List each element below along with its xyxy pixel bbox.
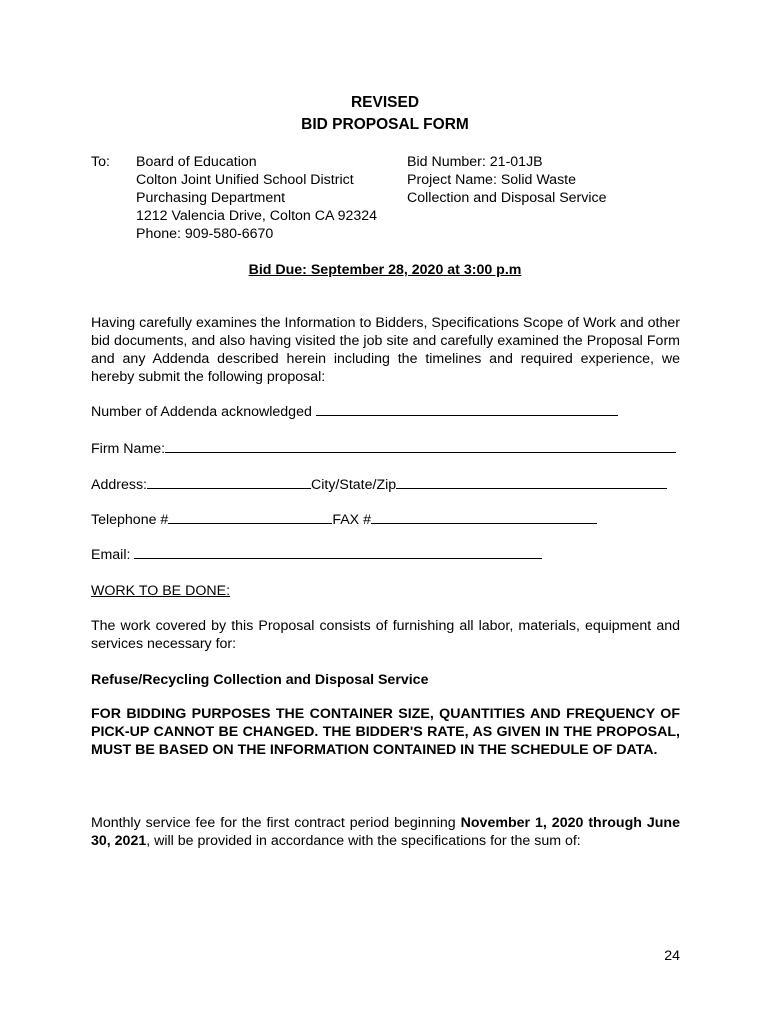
telephone-label: Telephone # [91,512,169,528]
addenda-blank-ext[interactable] [416,403,618,416]
address-label: Address: [91,477,147,493]
addenda-label: Number of Addenda acknowledged [91,404,312,420]
firm-blank[interactable] [165,440,610,453]
email-blank-ext[interactable] [362,546,542,559]
bid-due: Bid Due: September 28, 2020 at 3:00 p.m [248,262,522,278]
fee-paragraph [91,814,680,850]
page-number: 24 [664,948,680,964]
address-field [91,476,691,494]
address-line: Colton Joint Unified School District [136,172,354,188]
email-field [91,546,691,564]
telephone-blank[interactable] [168,511,332,524]
firm-field [91,440,691,458]
fee-text-2: , will be provided in accordance with the specifications for the sum of: [146,833,581,849]
intro-paragraph: Having carefully examines the Information to Bidders, Specifications Scope of Work and other bid documents, and also having visited the job site and carefully examined the Proposal Form and any Addenda described herein including the timelines and required experience, we hereby submit the following proposal: [91,315,680,385]
address-blank[interactable] [147,476,311,489]
firm-label: Firm Name: [91,441,166,457]
fax-label: FAX # [332,512,371,528]
fee-period: November 1, 2020 through June 30, 2021 [91,815,680,849]
address-line: Board of Education [136,154,257,170]
telephone-field [91,511,691,529]
firm-blank-ext[interactable] [610,440,676,453]
page-title: BID PROPOSAL FORM [301,116,469,133]
address-line: 1212 Valencia Drive, Colton CA 92324 [136,208,378,224]
fee-text-1: Monthly service fee for the first contract period beginning [91,815,461,831]
project-name: Project Name: Solid Waste [407,172,576,188]
to-label: To: [91,154,110,170]
addenda-field [91,403,691,421]
fax-blank[interactable] [371,511,597,524]
title-revised: REVISED [350,94,420,111]
project-name-cont: Collection and Disposal Service [407,190,607,206]
bid-info [407,153,607,207]
address-line: Purchasing Department [136,190,286,206]
bid-number: Bid Number: 21-01JB [407,154,543,170]
email-blank[interactable] [134,546,362,559]
service-title: Refuse/Recycling Collection and Disposal Service [91,672,429,688]
email-label: Email: [91,547,131,563]
work-paragraph: The work covered by this Proposal consists of furnishing all labor, materials, equipment and services necessary for: [91,618,680,652]
bidding-notice: FOR BIDDING PURPOSES THE CONTAINER SIZE, QUANTITIES AND FREQUENCY OF PICK-UP CANNOT BE CHANGED. THE BIDDER'S RATE, AS GIVEN IN THE PROPOSAL, MUST BE BASED ON THE INFORMATION CONTAINED IN THE SCHEDULE OF DATA. [91,706,680,758]
address-line: Phone: 909-580-6670 [136,226,274,242]
city-blank[interactable] [396,476,599,489]
addenda-blank[interactable] [316,403,416,416]
recipient-address [136,153,377,243]
work-heading: WORK TO BE DONE: [91,583,231,599]
city-label: City/State/Zip [311,477,397,493]
city-blank-ext[interactable] [599,476,667,489]
